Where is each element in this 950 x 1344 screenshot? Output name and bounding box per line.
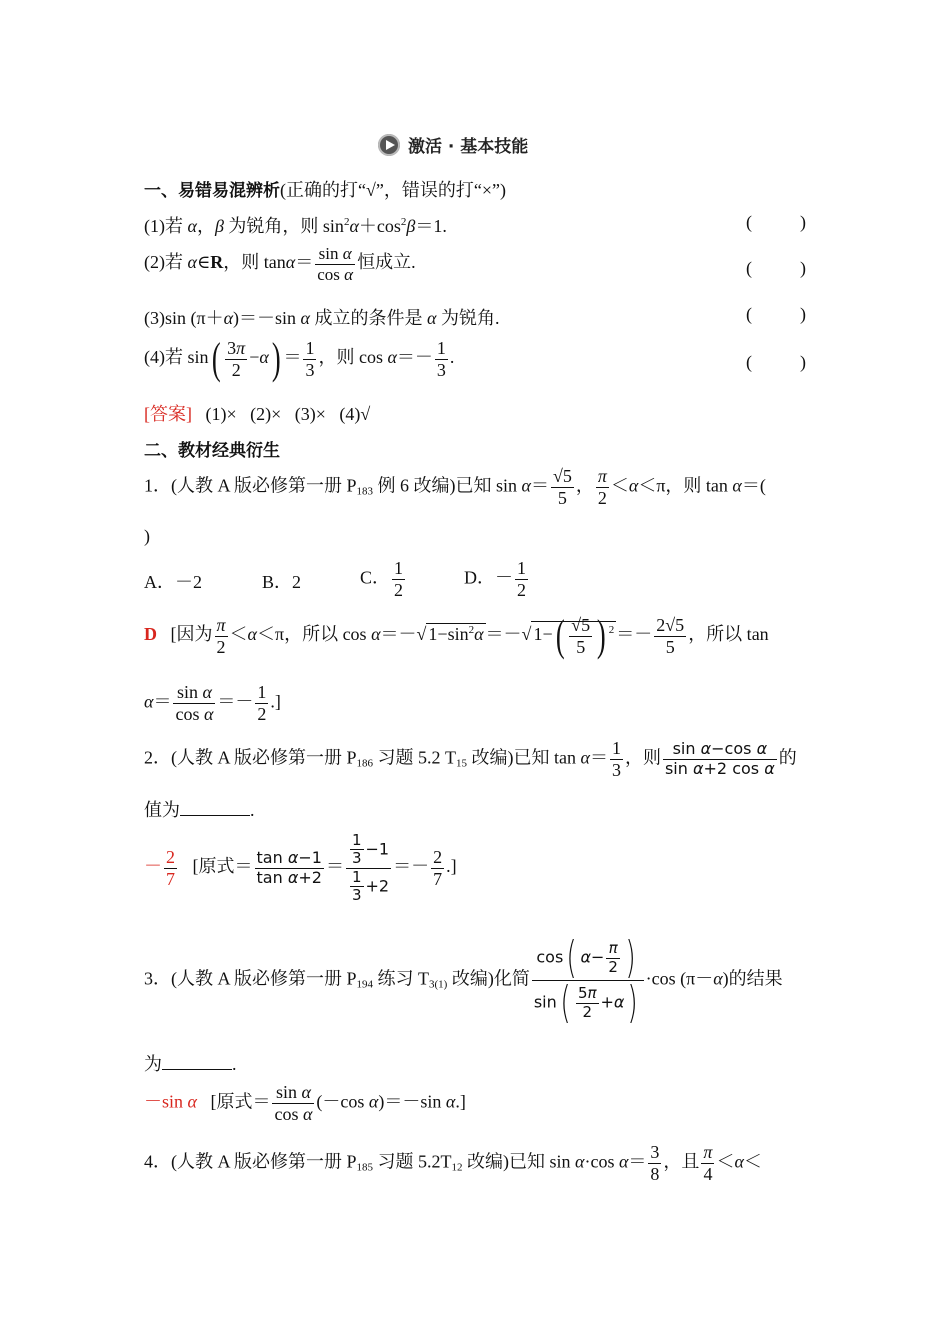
question-3-solution: －sin α [原式＝ $\frac{\text{sin α}}{\text{cos α}}$ (－cos α)＝－sin α.] [144, 1082, 466, 1124]
judge-item-3: (3)sin (π＋α)＝－sin α 成立的条件是 α 为锐角. [144, 308, 500, 328]
answer-blank [162, 1055, 232, 1070]
answer-text: (1)× (2)× (3)× (4)√ [205, 404, 371, 424]
part1-answer [144, 400, 806, 426]
judge-item-2: (2)若 α∈R，则 tanα＝ $\frac{\text{sin α}}{\text{cos α}}$ 恒成立. [144, 244, 416, 284]
option-d: D．－ $\frac{1}{2}$ [464, 558, 526, 600]
option-c: C． $\frac{1}{2}$ [360, 558, 404, 600]
question-4: 4．(人教 A 版必修第一册 $P_{185}$ 习题 $5.2T_{12}$ 改编)已知 sin α·cos α＝ $\frac{3}{8}$ ，且 $\frac{\pi}{4}$ ＜α＜ [144, 1142, 762, 1184]
question-2: 2．(人教 A 版必修第一册 $P_{186}$ 习题 5.2 $T_{15}$ 改编)已知 tan α＝ $\frac{1}{3}$ ，则 $\frac{\text{sin α−cos α}}{\text{sin α+2 cos α}}$ 的 [144, 738, 797, 780]
question-1: 1．(人教 A 版必修第一册 $P_{183}$ 例 6 改编)已知 sin α＝ $\frac{√5}{5}$ ， $\frac{\pi}{2}$ ＜α＜π，则 tan α＝( [144, 466, 766, 508]
section-header-title: 激活 · 基本技能 [408, 137, 529, 157]
answer-blank-4: ( ) [746, 352, 806, 372]
question-2-cont: 值为 . [144, 800, 255, 820]
question-1-close: ) [144, 526, 150, 546]
judge-item-1: (1)若 α，β 为锐角，则 $\sin^2\alpha+\cos^2\beta=1$. [144, 216, 447, 236]
play-icon [378, 134, 400, 156]
part2-title: 二、教材经典衍生 [144, 441, 280, 461]
answer-blank [180, 801, 250, 816]
option-b: B．2 [262, 572, 302, 592]
answer-blank-1: ( ) [746, 212, 806, 232]
part1-title: 一、易错易混辨析 [144, 181, 280, 201]
question-1-solution: D [因为 $\frac{\pi}{2}$ ＜α＜π，所以 cos α＝－√ $1-\sin^2\alpha$ ＝－√ 1−( $\frac{√5}{5}$ ) $^2$ ＝－ $\frac{2√5}{5}$ ，所以 tan [144, 611, 769, 660]
part2-heading [144, 436, 806, 461]
option-a: A．－2 [144, 572, 202, 592]
answer-blank-3: ( ) [746, 304, 806, 324]
answer-label: [答案] [144, 404, 192, 424]
q3-answer: －sin α [144, 1091, 197, 1112]
part1-instruction: (正确的打“√”，错误的打“×”) [280, 180, 506, 200]
question-3-cont: 为 . [144, 1054, 237, 1074]
question-1-solution-cont: α＝ $\frac{\text{sin α}}{\text{cos α}}$ ＝－ $\frac{1}{2}$ .] [144, 682, 281, 724]
question-3: 3．(人教 A 版必修第一册 $P_{194}$ 练习 $T_{3(1)}$ 改编)化简 cos( α− $\frac{\pi}{2}$ ) sin( $\frac{5\pi}{2}$ +α) ·cos (π－α)的结果 [144, 932, 783, 1028]
q1-answer: D [144, 624, 157, 645]
part1-heading [144, 176, 806, 202]
question-2-solution: － $\frac{2}{7}$ [原式＝ $\frac{\text{tan α−1}}{\text{tan α+2}}$ ＝ $\frac{1}{3}$ −1 $\frac{1}{3}$ +2 ＝－ $\frac{2}{7}$ .] [144, 831, 457, 904]
section-header [378, 132, 528, 157]
answer-blank-2: ( ) [746, 258, 806, 278]
judge-item-4: (4)若 sin( $\frac{3\pi}{2}$ −α) ＝ $\frac{1}{3}$ ，则 cos α＝－ $\frac{1}{3}$ . [144, 334, 455, 383]
